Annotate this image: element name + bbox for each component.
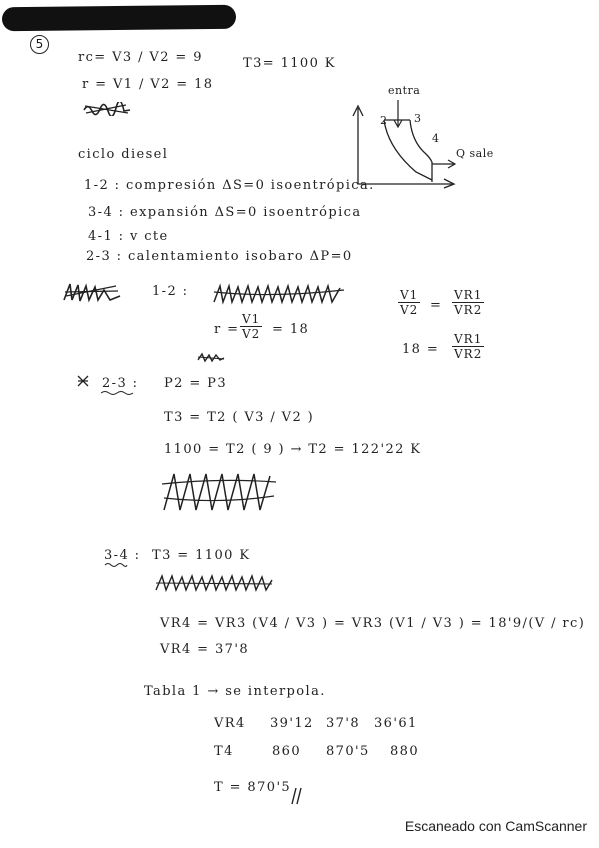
step34-line-1: T3 = 1100 K <box>152 548 251 563</box>
table-intro: Tabla 1 → se interpola. <box>144 684 326 699</box>
fraction-denominator: V2 <box>400 303 419 317</box>
fraction-numerator: V1 <box>400 288 419 302</box>
step23-label: 2-3 : <box>102 376 139 391</box>
table-cell: 36'61 <box>374 716 418 731</box>
final-result: T = 870'5 <box>214 780 292 795</box>
underline-squiggle <box>104 562 128 568</box>
step12-r-lhs: r = <box>214 322 240 337</box>
given-r: r = V1 / V2 = 18 <box>82 77 214 92</box>
table-cell: 860 <box>272 744 302 759</box>
redacted-name <box>2 5 236 31</box>
step23-line-1: P2 = P3 <box>164 376 227 391</box>
crossed-out-block <box>160 470 280 514</box>
table-cell: 880 <box>390 744 420 759</box>
step34-line-2: VR4 = VR3 (V4 / V3 ) = VR3 (V1 / V3 ) = 18'9/(V / rc) <box>160 616 586 631</box>
vr-ratio-fraction <box>452 288 484 317</box>
cycle-step-4-1: 4-1 : v cte <box>88 229 169 244</box>
cycle-step-3-4: 3-4 : expansión ΔS=0 isoentrópica <box>88 205 362 220</box>
underline-squiggle <box>100 390 136 396</box>
diagram-label-3: 3 <box>414 112 422 125</box>
fraction-numerator: VR1 <box>454 332 483 346</box>
fraction-numerator: V1 <box>242 312 261 326</box>
crossed-out-mark <box>76 374 90 388</box>
fraction-denominator: V2 <box>242 327 261 341</box>
table-cell: 37'8 <box>326 716 360 731</box>
given-t3: T3= 1100 K <box>243 56 336 71</box>
step12-r-fraction <box>240 312 262 341</box>
cycle-step-2-3: 2-3 : calentamiento isobaro ΔP=0 <box>86 249 353 264</box>
result-checkmark <box>288 786 304 806</box>
table-cell: T4 <box>214 744 234 759</box>
step34-line-3: VR4 = 37'8 <box>160 642 249 657</box>
diagram-label-sale: Q sale <box>456 147 494 160</box>
volume-ratio-fraction <box>398 288 420 317</box>
problem-number: 5 <box>30 35 49 54</box>
fraction-denominator: VR2 <box>454 347 483 361</box>
cycle-title: ciclo diesel <box>78 147 169 162</box>
table-cell: 870'5 <box>326 744 370 759</box>
fraction-denominator: VR2 <box>454 303 483 317</box>
table-cell: 39'12 <box>270 716 314 731</box>
crossed-out-word <box>82 102 132 116</box>
cycle-step-1-2: 1-2 : compresión ΔS=0 isoentrópica. <box>84 178 375 193</box>
step12-label: 1-2 : <box>152 284 189 299</box>
crossed-out-line <box>212 282 348 306</box>
equals-sign: = <box>430 298 443 313</box>
crossed-out-word <box>62 282 124 304</box>
diagram-label-entra: entra <box>388 84 421 97</box>
table-cell: VR4 <box>214 716 246 731</box>
step23-line-3: 1100 = T2 ( 9 ) → T2 = 122'22 K <box>164 442 422 457</box>
diagram-label-4: 4 <box>432 132 440 145</box>
step12-eq2-lhs: 18 = <box>402 342 440 357</box>
given-rc: rc= V3 / V2 = 9 <box>78 50 203 65</box>
step12-r-rhs: = 18 <box>272 322 310 337</box>
crossed-out-word <box>196 352 226 364</box>
vr-ratio-fraction-2 <box>452 332 484 361</box>
camscanner-watermark: Escaneado con CamScanner <box>404 818 587 834</box>
crossed-out-word <box>154 572 276 596</box>
diagram-label-2: 2 <box>380 114 388 127</box>
step34-label: 3-4 : <box>104 548 141 563</box>
fraction-numerator: VR1 <box>454 288 483 302</box>
step23-line-2: T3 = T2 ( V3 / V2 ) <box>164 410 315 425</box>
